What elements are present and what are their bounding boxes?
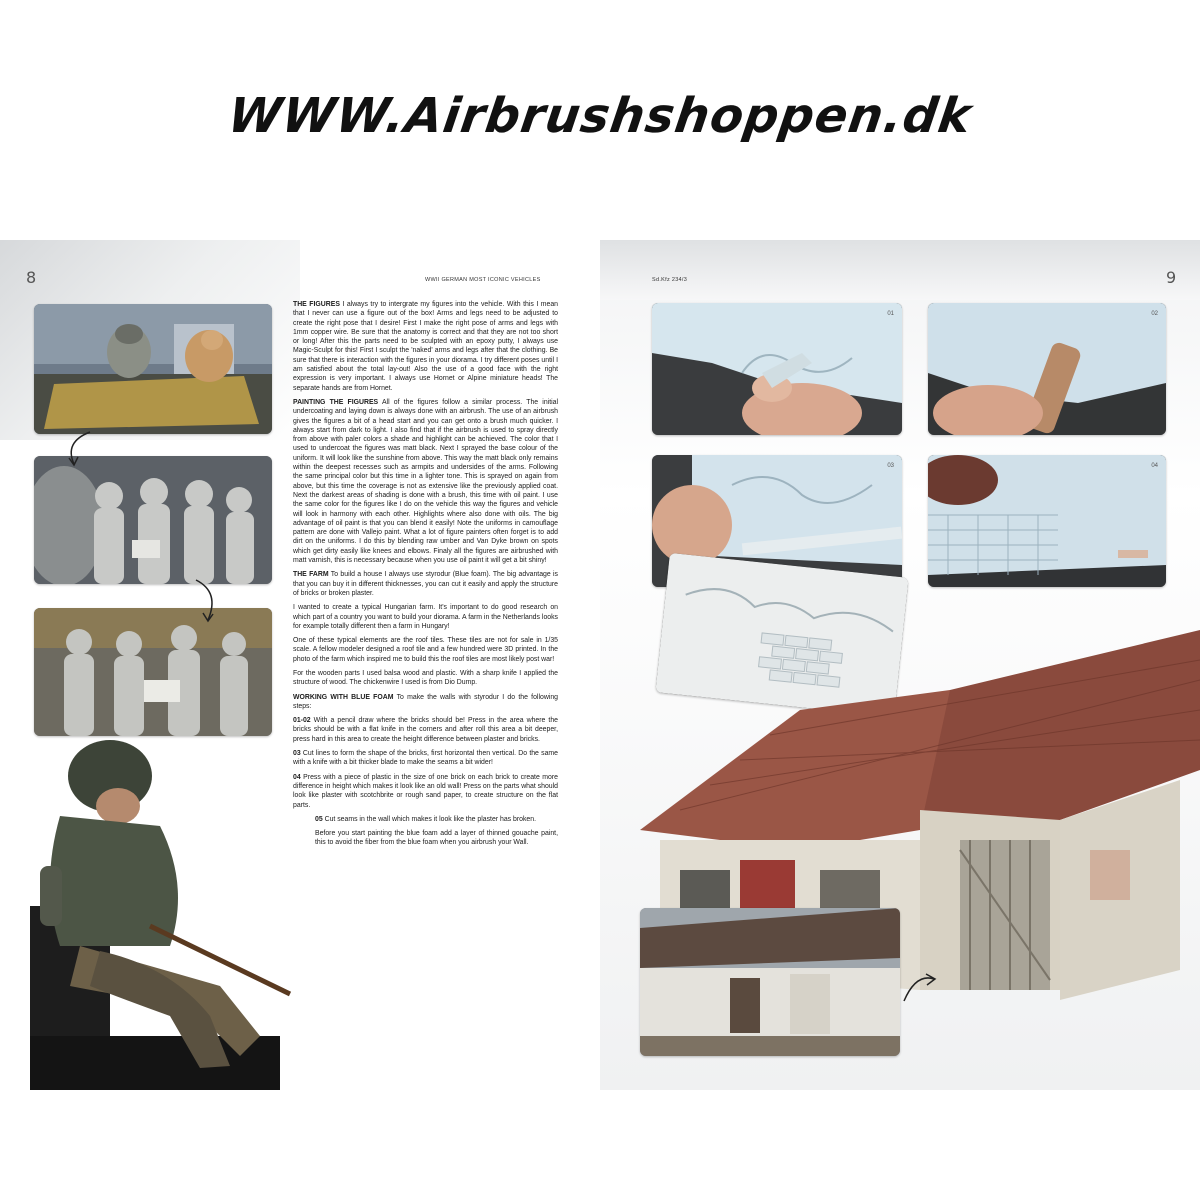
paragraph-text: I wanted to create a typical Hungarian farm. It's important to do good research on which part of a country you want to build your diorama. A farm in the Netherlands looks for example totally different then a farm in Hungary! bbox=[293, 604, 558, 630]
paragraph-text: To build a house I always use styrodur (Blue foam). The big advantage is that you can buy it in different thicknesses, you can cut it easily and apply the structure of bricks or broken plaster. bbox=[293, 571, 558, 597]
curved-arrow-icon bbox=[900, 965, 940, 1005]
foam-bricks-illustration bbox=[928, 455, 1166, 587]
photo-number: 01 bbox=[887, 311, 894, 317]
photo-number: 03 bbox=[887, 463, 894, 469]
grey-figures-illustration bbox=[34, 456, 272, 584]
foam-press-illustration bbox=[652, 303, 902, 435]
right-page-number: 9 bbox=[1166, 268, 1177, 287]
magazine-spread bbox=[0, 240, 1200, 1090]
section-heading: WORKING WITH BLUE FOAM bbox=[293, 693, 394, 701]
paragraph-hungarian-farm bbox=[293, 603, 558, 631]
right-page bbox=[600, 240, 1200, 1090]
curved-arrow-icon bbox=[190, 578, 224, 624]
paragraph-painting-the-figures bbox=[293, 398, 558, 565]
step-number: 01-02 bbox=[293, 717, 311, 725]
photo-step-04 bbox=[928, 455, 1166, 587]
step-number: 03 bbox=[293, 750, 301, 758]
section-heading: THE FIGURES bbox=[293, 301, 340, 308]
photo-figures-with-map bbox=[34, 608, 272, 736]
header-fade bbox=[600, 240, 1200, 300]
article-text-column bbox=[293, 300, 558, 853]
paragraph-text: For the wooden parts I used balsa wood and plastic. With a sharp knife I applied the structure of wood. The chickenwire I used is from Dio Dump. bbox=[293, 669, 558, 687]
paragraph-gouache bbox=[293, 829, 558, 848]
curved-arrow-icon bbox=[60, 430, 100, 470]
paragraph-step-04 bbox=[293, 773, 558, 810]
left-running-head: WWII GERMAN MOST ICONIC VEHICLES bbox=[425, 277, 541, 283]
paragraph-text: I always try to intergrate my figures into the vehicle. With this I mean that I never can use a figure out of the box! Arms and legs need to be adjusted to create the right pose that I desire! First I make the right pose of arms and legs with 1mm copper wire. Be sure that the anatomy is correct and that they are not too short or long! After this the parts need to be sculpted with an epoxy putty, I always use Magic-Sculpt for this! First I sculpt the 'naked' arms and legs after that the clothing. Be sure that there is interaction with the figures in your diorama. I try different poses until I am satisfied about the total lay-out! Also the use of a good face with the right expression is very important. I always use Hornet or Alpine miniature heads! The separate hands are from Hornet. bbox=[293, 301, 558, 392]
paragraph-step-05 bbox=[293, 815, 558, 824]
paragraph-step-03 bbox=[293, 749, 558, 768]
photo-number: 04 bbox=[1151, 463, 1158, 469]
paragraph-text: To make the walls with styrodur I do the following steps: bbox=[293, 693, 558, 710]
section-heading: THE FARM bbox=[293, 571, 329, 579]
site-banner: WWW.Airbrushshoppen.dk bbox=[224, 88, 976, 144]
paragraph-text: Press with a piece of plastic in the size of one brick on each brick to create more difference in height which makes it look like an old wall! Press on the parts what should look like plaster with scotchbrite or rough sand paper, to create structure on the flat parts. bbox=[293, 773, 558, 809]
left-page-number: 8 bbox=[26, 268, 37, 287]
photo-number: 02 bbox=[1151, 311, 1158, 317]
paragraph-blue-foam bbox=[293, 693, 558, 712]
page-gutter bbox=[570, 240, 600, 1090]
photo-figures-in-vehicle bbox=[34, 304, 272, 434]
paragraph-text: Cut lines to form the shape of the bricks, first horizontal then vertical. Do the same with a knife with a bit thicker blade to make the seams a bit wider! bbox=[293, 750, 558, 767]
foam-roller-illustration bbox=[928, 303, 1166, 435]
right-running-head: Sd.Kfz 234/3 bbox=[652, 277, 688, 283]
photo-figures-grey-group bbox=[34, 456, 272, 584]
map-figures-illustration bbox=[34, 608, 272, 736]
paragraph-text: One of these typical elements are the roof tiles. These tiles are not for sale in 1/35 scale. A fellow modeler designed a roof tile and a few hundred were 3D printed. In the photo of the farm which inspired me to build this the roof tiles are most likely post war! bbox=[293, 637, 558, 663]
photo-step-02 bbox=[928, 303, 1166, 435]
reference-farm-illustration bbox=[640, 908, 900, 1056]
paragraph-text: All of the figures follow a similar process. The initial undercoating and laying down is always done with an airbrush. The use of an airbrush gives the figures a bit of a head start and you can get onto a brush much quicker. I always start from dark to light. I also find that if the airbrush is used to spray directly from above with paler colors a shade and highlight can be achieved. The color that I used to undercoat the figures was matt black. Next I sprayed the base colour of the uniform. It will look like the sunshine from above. This way the matt black only remains within the deepest recesses such as armpits and undersides of the arms. Following the same principal color but this time in a lighter tone. This is sprayed on again from above, but this time the coverage is not as extensive like the previously applied coat. Next the darkest areas of shading is done with a brush, this time with oil paint. I use the same color for the figures like I do on the vehicle this way the figures and vehicle will look in harmony with each other. Highlights where also done with oils. The big advantage of oil paint is that you can blend it easily! Note the uniforms in camouflage pattern are done with Vallejo paint. What a lot of figure painters often forget is to add dirt on the uniforms. I do this by blending raw umber and Van Dyke brown on spots which get dirty easily like knees and elbows. Finaly all the figures are airbrushed with matt varnish, this is necessary because when you use oil paint it will get a bit shiny! bbox=[293, 398, 559, 565]
paragraph-the-farm bbox=[293, 570, 558, 598]
paragraph-the-figures bbox=[293, 300, 558, 393]
photo-reference-farm bbox=[640, 908, 900, 1056]
paragraph-wooden-parts bbox=[293, 669, 558, 688]
paragraph-text: Cut seams in the wall which makes it look like the plaster has broken. bbox=[322, 815, 536, 823]
photo-step-01 bbox=[652, 303, 902, 435]
paragraph-text: Before you start painting the blue foam add a layer of thinned gouache paint, this to avoid the fiber from the blue foam when you airbrush your Wall. bbox=[315, 830, 558, 847]
step-number: 04 bbox=[293, 773, 301, 781]
step-number: 05 bbox=[315, 815, 323, 823]
paragraph-text: With a pencil draw where the bricks should be! Press in the area where the bricks should be with a flat knife in the corners and after roll this area a bit deeper, press hard in this area to create the height difference between plaster and bricks. bbox=[293, 717, 558, 743]
vehicle-figures-illustration bbox=[34, 304, 272, 434]
paragraph-roof-tiles bbox=[293, 636, 558, 664]
left-page bbox=[0, 240, 570, 1090]
seated-soldier-figure-illustration bbox=[0, 736, 300, 1090]
section-heading: PAINTING THE FIGURES bbox=[293, 398, 379, 406]
paragraph-step-01-02 bbox=[293, 716, 558, 744]
